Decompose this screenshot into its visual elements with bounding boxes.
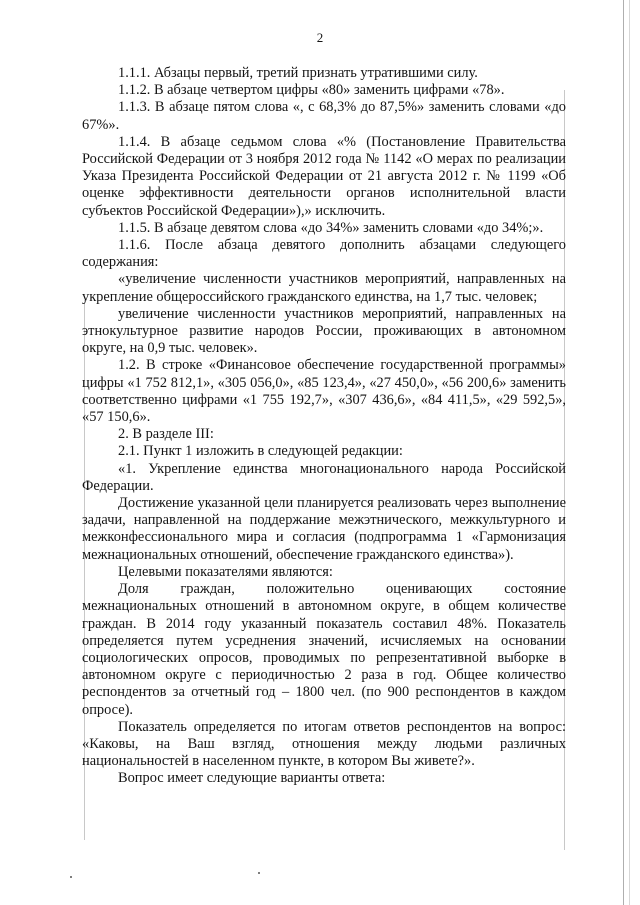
paragraph: «увеличение численности участников мероприятий, направленных на укрепление общероссийского гражданского единства, на 1,7 тыс. человек;	[82, 271, 566, 305]
paragraph: Целевыми показателями являются:	[118, 563, 333, 580]
paragraph: 1.1.4. В абзаце седьмом слова «% (Постановление Правительства Российской Федерации от 3 ноября 2012 года № 1142 «О мерах по реализации Указа Президента Российской Федерации от 21 августа 2012 г. № 1199 «Об оценке эффективности деятельности органов исполнительной власти субъектов Российской Федерации»),» исключить.	[82, 133, 566, 219]
paragraph: 1.1.6. После абзаца девятого дополнить абзацами следующего содержания:	[82, 237, 566, 271]
paragraph: Доля граждан, положительно оценивающих состояние межнациональных отношений в автономном округе, в общем количестве граждан. В 2014 году указанный показатель составил 48%. Показатель определяется путем усреднения значений, исчисляемых на основании социологических опросов, проводимых по репрезентативной выборке в автономном округе с периодичностью 2 раза в год. Общее количество респондентов за отчетный год – 1800 чел. (по 900 респондентов в каждом опросе).	[82, 581, 566, 718]
paragraph: 1.1.1. Абзацы первый, третий признать утратившими силу.	[118, 65, 478, 81]
paragraph: Достижение указанной цели планируется реализовать через выполнение задачи, направленной на поддержание межэтнического, межкультурного и межконфессионального мира и согласия (подпрограмма 1 «Гармонизация межнациональных отношений, обеспечение гражданского единства»).	[82, 495, 566, 563]
paragraph: Вопрос имеет следующие варианты ответа:	[118, 770, 386, 787]
paragraph: 2. В разделе III:	[118, 426, 214, 443]
scan-speck	[70, 876, 72, 878]
document-body	[82, 65, 566, 788]
paragraph: 1.2. В строке «Финансовое обеспечение государственной программы» цифры «1 752 812,1», «305 056,0», «85 123,4», «27 450,0», «56 200,6» заменить соответственно цифрами «1 755 192,7», «307 436,6», «84 411,5», «29 592,5», «57 150,6».	[82, 357, 566, 426]
paragraph: 2.1. Пункт 1 изложить в следующей редакции:	[118, 443, 403, 460]
scan-edge-line	[623, 0, 624, 905]
scan-speck	[258, 872, 260, 874]
page-number: 2	[316, 30, 324, 45]
paragraph: 1.1.3. В абзаце пятом слова «, с 68,3% до 87,5%» заменить словами «до 67%».	[82, 99, 566, 133]
paragraph: увеличение численности участников мероприятий, направленных на этнокультурное развитие народов России, проживающих в автономном округе, на 0,9 тыс. человек».	[82, 305, 566, 357]
paragraph: 1.1.2. В абзаце четвертом цифры «80» заменить цифрами «78».	[118, 82, 505, 99]
paragraph: Показатель определяется по итогам ответов респондентов на вопрос: «Каковы, на Ваш взгляд, отношения между людьми различных национальностей в населенном пункте, в котором Вы живете?».	[82, 718, 566, 770]
scan-edge-line	[629, 0, 630, 905]
paragraph: «1. Укрепление единства многонационального народа Российской Федерации.	[82, 460, 566, 494]
paragraph: 1.1.5. В абзаце девятом слова «до 34%» заменить словами «до 34%;».	[118, 219, 544, 236]
